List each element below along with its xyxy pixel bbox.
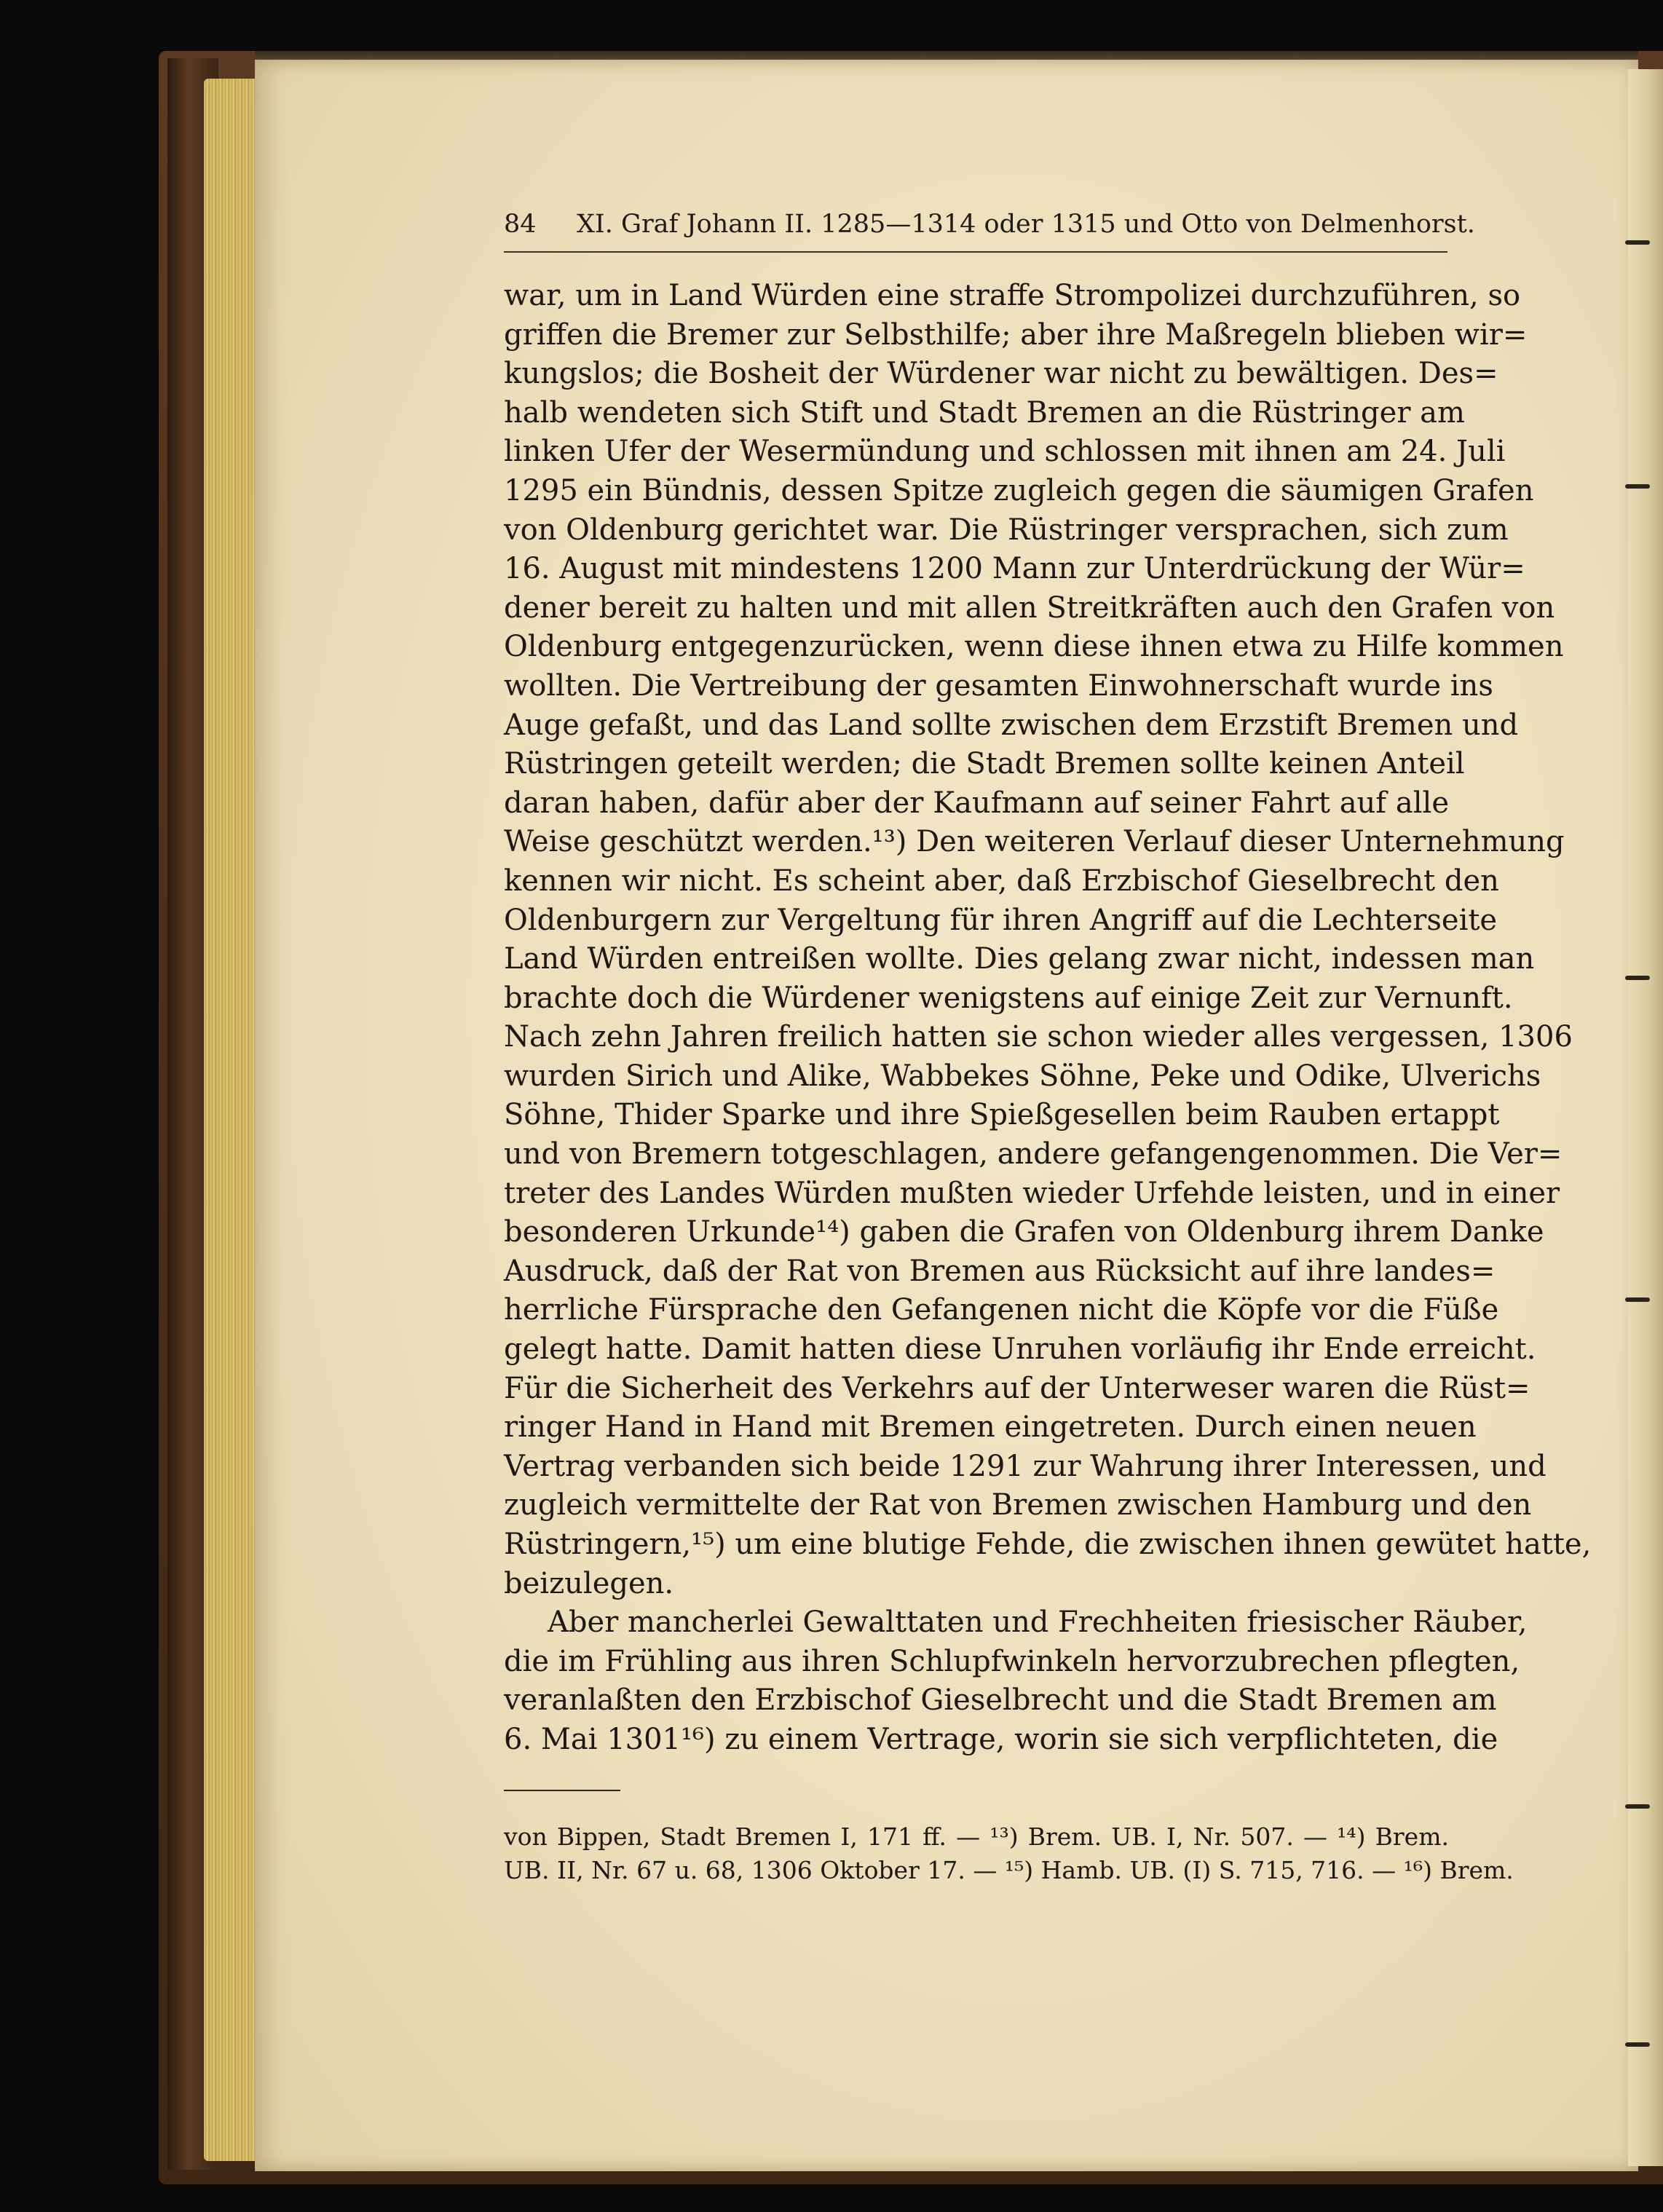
footnote-rule [504, 1790, 620, 1791]
text-line: Ausdruck, daß der Rat von Bremen aus Rücksicht auf ihre landes= [504, 1254, 1496, 1288]
text-line: dener bereit zu halten und mit allen Streitkräften auch den Grafen von [504, 590, 1555, 625]
page-header [504, 210, 1475, 253]
body-text [504, 277, 1592, 1760]
text-line: Vertrag verbanden sich beide 1291 zur Wahrung ihrer Interessen, und [504, 1449, 1547, 1483]
text-line: 1295 ein Bündnis, dessen Spitze zugleich gegen die säumigen Grafen [504, 473, 1534, 507]
text-line: Für die Sicherheit des Verkehrs auf der Unterweser waren die Rüst= [504, 1371, 1530, 1405]
text-line: halb wendeten sich Stift und Stadt Bremen an die Rüstringer am [504, 395, 1465, 430]
text-line: treter des Landes Würden mußten wieder Urfehde leisten, und in einer [504, 1176, 1560, 1210]
footnote-line: UB. II, Nr. 67 u. 68, 1306 Oktober 17. — ¹⁵) Hamb. UB. (I) S. 715, 716. — ¹⁶) Brem. [504, 1856, 1514, 1884]
text-line: Oldenburgern zur Vergeltung für ihren Angriff auf die Lechterseite [504, 903, 1498, 937]
header-rule [504, 251, 1447, 253]
text-line: Weise geschützt werden.¹³) Den weiteren Verlauf dieser Unternehmung [504, 825, 1565, 859]
text-line: Land Würden entreißen wollte. Dies gelang zwar nicht, indessen man [504, 942, 1535, 976]
text-line: Oldenburg entgegenzurücken, wenn diese ihnen etwa zu Hilfe kommen [504, 630, 1564, 664]
footnote-line: von Bippen, Stadt Bremen I, 171 ff. — ¹³) Brem. UB. I, Nr. 507. — ¹⁴) Brem. [504, 1822, 1449, 1851]
text-line: war, um in Land Würden eine straffe Strompolizei durchzuführen, so [504, 279, 1521, 312]
edge-mark [1625, 1804, 1650, 1809]
text-line: besonderen Urkunde¹⁴) gaben die Grafen von Oldenburg ihrem Danke [504, 1215, 1544, 1249]
text-line: linken Ufer der Wesermündung und schlossen mit ihnen am 24. Juli [504, 435, 1506, 469]
text-line: griffen die Bremer zur Selbsthilfe; aber ihre Maßregeln blieben wir= [504, 317, 1528, 352]
text-line: Aber mancherlei Gewalttaten und Frechheiten friesischer Räuber, [548, 1605, 1528, 1640]
footnotes [504, 1820, 1514, 1887]
text-line: herrliche Fürsprache den Gefangenen nicht die Köpfe vor die Füße [504, 1293, 1499, 1327]
edge-mark [1625, 240, 1650, 245]
text-line: Rüstringern,¹⁵) um eine blutige Fehde, die zwischen ihnen gewütet hatte, [504, 1528, 1592, 1561]
running-head: XI. Graf Johann II. 1285—1314 oder 1315 und Otto von Delmenhorst. [577, 210, 1475, 239]
text-line: kennen wir nicht. Es scheint aber, daß Erzbischof Gieselbrecht den [504, 864, 1499, 898]
text-line: Nach zehn Jahren freilich hatten sie schon wieder alles vergessen, 1306 [504, 1020, 1573, 1054]
text-line: daran haben, dafür aber der Kaufmann auf seiner Fahrt auf alle [504, 786, 1449, 820]
text-line: zugleich vermittelte der Rat von Bremen zwischen Hamburg und den [504, 1488, 1532, 1522]
page-fore-edge [1628, 69, 1663, 2166]
text-line: 6. Mai 1301¹⁶) zu einem Vertrage, worin sie sich verpflichteten, die [504, 1722, 1498, 1756]
text-line: ringer Hand in Hand mit Bremen eingetreten. Durch einen neuen [504, 1410, 1477, 1445]
edge-mark [1625, 1297, 1650, 1302]
text-line: und von Bremern totgeschlagen, andere gefangengenommen. Die Ver= [504, 1137, 1563, 1172]
page-number: 84 [504, 210, 537, 239]
text-line: wollten. Die Vertreibung der gesamten Einwohnerschaft wurde ins [504, 668, 1493, 703]
edge-mark [1625, 484, 1650, 489]
text-line: Söhne, Thider Sparke und ihre Spießgesellen beim Rauben ertappt [504, 1098, 1500, 1132]
text-line: von Oldenburg gerichtet war. Die Rüstringer versprachen, sich zum [504, 513, 1509, 547]
text-line: die im Frühling aus ihren Schlupfwinkeln hervorzubrechen pflegten, [504, 1644, 1520, 1678]
text-line: kungslos; die Bosheit der Würdener war nicht zu bewältigen. Des= [504, 357, 1498, 391]
edge-mark [1625, 976, 1650, 980]
text-line: Rüstringen geteilt werden; die Stadt Bremen sollte keinen Anteil [504, 747, 1465, 781]
text-line: 16. August mit mindestens 1200 Mann zur Unterdrückung der Wür= [504, 552, 1525, 586]
text-line: Auge gefaßt, und das Land sollte zwischen dem Erzstift Bremen und [504, 708, 1519, 742]
text-line: gelegt hatte. Damit hatten diese Unruhen vorläufig ihr Ende erreicht. [504, 1332, 1536, 1367]
text-line: veranlaßten den Erzbischof Gieselbrecht und die Stadt Bremen am [504, 1683, 1497, 1718]
edge-mark [1625, 2042, 1650, 2047]
text-line: brachte doch die Würdener wenigstens auf einige Zeit zur Vernunft. [504, 981, 1513, 1015]
text-line: wurden Sirich und Alike, Wabbekes Söhne, Peke und Odike, Ulverichs [504, 1059, 1541, 1093]
text-line: beizulegen. [504, 1566, 674, 1600]
